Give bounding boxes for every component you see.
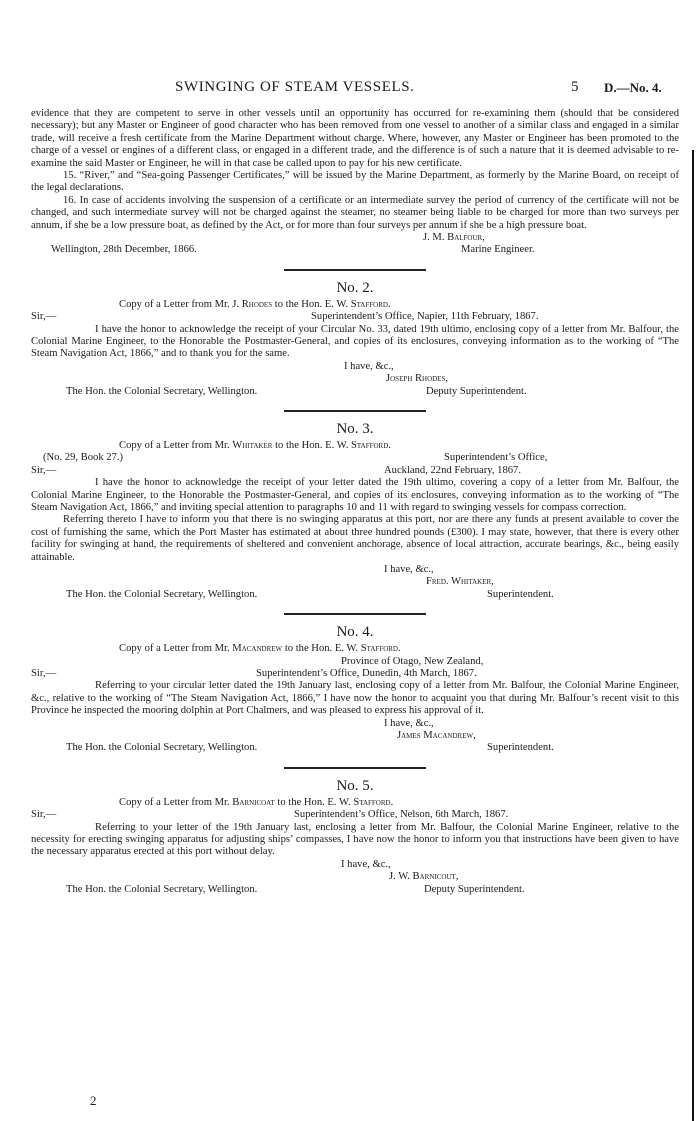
signature: Joseph Rhodes,: [386, 373, 448, 385]
address-line: Superintendent’s Office, Nelson, 6th March, 1867.: [294, 809, 509, 821]
addressee-row: [31, 884, 679, 896]
heading-suffix: to the Hon. E. W.: [284, 643, 359, 655]
letter-body-paragraph: Referring to your letter of the 19th January last, enclosing a letter from Mr. Balfour, the Colonial Marine Engineer, relative to the necessity for erecting swinging apparatus for adjusting ships’ compasses, I have now the honor to inform you that instructions have been given to have the necessary apparatus erected at this port without delay.: [31, 821, 679, 858]
salutation: Sir,—: [31, 311, 57, 323]
running-header: [0, 79, 700, 99]
signature-row: [31, 373, 679, 385]
letter-author: Macandrew: [232, 643, 283, 655]
address-line: Superintendent’s Office,: [444, 452, 548, 464]
addressee: The Hon. the Colonial Secretary, Wellington.: [66, 883, 258, 895]
section-divider: [284, 269, 426, 271]
letter-heading: [31, 797, 679, 809]
salutation: Sir,—: [31, 464, 57, 476]
letter-number: No. 2.: [336, 279, 374, 296]
sheet-signature-mark: 2: [90, 1093, 97, 1108]
letter-recipient: Stafford.: [360, 643, 401, 655]
signature: Fred. Whitaker,: [426, 576, 494, 588]
closing: I have, &c.,: [384, 717, 434, 729]
signer-title: Deputy Superintendent.: [424, 883, 525, 895]
letter-number: No. 5.: [336, 777, 374, 794]
letter-number: No. 4.: [336, 624, 374, 641]
closing: I have, &c.,: [384, 564, 434, 576]
letter-number: No. 3.: [336, 421, 374, 438]
address-line: Auckland, 22nd February, 1867.: [384, 464, 522, 476]
salutation: Sir,—: [31, 668, 57, 680]
place-date-row: [31, 244, 679, 256]
document-reference: D.—No. 4.: [604, 80, 662, 95]
letter-body-paragraph: I have the honor to acknowledge the receipt of your Circular No. 33, dated 19th ultimo, enclosing copy of a letter from Mr. Balfour, the Colonial Marine Engineer, to the Honorable the Postmaster-General, and copies of its enclosures, conveying information as to the working of “The Steam Navigation Act, 1866,” and to thank you for the same.: [31, 323, 679, 360]
heading-prefix: Copy of a Letter from Mr.: [119, 796, 230, 808]
addressee: The Hon. the Colonial Secretary, Wellington.: [66, 742, 258, 754]
letter-no-3: [31, 420, 679, 601]
page-edge-line: [692, 150, 694, 1121]
letter-recipient: Stafford.: [350, 298, 391, 310]
salutation-row: [31, 311, 679, 323]
page-number: 5: [571, 79, 579, 95]
section-divider: [284, 613, 426, 615]
salutation-row: [31, 465, 679, 477]
signature-row: [31, 871, 679, 883]
salutation: Sir,—: [31, 809, 57, 821]
heading-suffix: to the Hon. E. W.: [274, 298, 349, 310]
heading-suffix: to the Hon. E. W.: [275, 440, 349, 452]
address-row: [31, 656, 679, 668]
header-title: SWINGING OF STEAM VESSELS.: [175, 79, 415, 95]
letter-body-paragraph: Referring thereto I have to inform you that there is no swinging apparatus at this port, nor are there any funds at present available to cover the cost of furnishing the same, which the Port Master has estimated at about three hundred pounds (£300). I may state, however, that there is every other facility for swinging at hand, the requirements of sheltered and convenient anchorage, absence of local attraction, accurate bearings, &c., being easily attainable.: [31, 514, 679, 563]
addressee: The Hon. the Colonial Secretary, Wellington.: [66, 588, 258, 600]
paragraph-15: 15. “River,” and “Sea-going Passenger Certificates,” will be issued by the Marine Department, as formerly by the Marine Board, on receipt of the legal declarations.: [31, 170, 679, 194]
salutation-row: [31, 668, 679, 680]
signature-row: [31, 232, 679, 244]
heading-prefix: Copy of a Letter from Mr. J.: [119, 298, 240, 310]
closing-row: [31, 859, 679, 871]
addressee: The Hon. the Colonial Secretary, Wellington.: [66, 385, 258, 397]
letter-body-paragraph: I have the honor to acknowledge the receipt of your letter dated the 19th ultimo, covering a copy of a letter from Mr. Balfour, the Colonial Marine Engineer, to the Honorable the Postmaster-General, and copies of its enclosures, conveying information as to the working of “The Steam Navigation Act, 1866,” and inviting special attention to paragraphs 10 and 11 with regard to swinging vessels for compass correction.: [31, 477, 679, 514]
addressee-row: [31, 589, 679, 601]
letter-no-2: [31, 279, 679, 398]
letter-reference: (No. 29, Book 27.): [43, 452, 124, 464]
letter-author: Whitaker: [232, 440, 273, 452]
letter-heading: [31, 440, 679, 452]
heading-suffix: to the Hon. E. W.: [277, 796, 351, 808]
letter-heading: [31, 643, 679, 655]
continuation-paragraph: evidence that they are competent to serve in other vessels until an opportunity has occurred for re-examining them (should that be considered necessary); but any Master or Engineer of good character who has been removed from one vessel to another of a similar class and engaged in a similar trade, will receive a fresh certificate from the Marine Department without charge. Where, however, any Master or Engineer has been promoted to the charge of a vessel or engines of a different class, or engaged in a different trade, and the difference is of such a nature that it is deemed advisable to re-examine the said Master or Engineer, he will in that case be called upon to pay for his new certificate.: [31, 108, 679, 169]
signer-title: Superintendent.: [487, 742, 554, 754]
signature: J. W. Barnicout,: [389, 871, 459, 883]
signer-title: Superintendent.: [487, 588, 554, 600]
letter-body-paragraph: Referring to your circular letter dated the 19th January last, enclosing copy of a letter from Mr. Balfour, the Colonial Marine Engineer, &c., relative to the working of “The Steam Navigation Act, 1866,” I have now the honor to acquaint you that during Mr. Balfour’s recent visit to this Province he inspected the mooring dolphin at Port Chalmers, and was pleased to express his approval of it.: [31, 680, 679, 717]
paragraph-16: 16. In case of accidents involving the suspension of a certificate or an intermediate survey the period of currency of the certificate will not be changed, and such intermediate survey will not be charged against the steamer, no steamer being liable to be charged for more than two surveys per annum, if she be a low pressure boat, as defined by the Act, or for more than four surveys per annum if she be a high pressure boat.: [31, 194, 679, 231]
letter-recipient: Stafford.: [353, 796, 394, 808]
letter-no-4: [31, 623, 679, 755]
address-line: Superintendent’s Office, Napier, 11th February, 1867.: [311, 311, 539, 323]
letter-author: Barnicoat: [232, 796, 275, 808]
section-divider: [284, 767, 426, 769]
letter-heading: [31, 299, 679, 311]
heading-prefix: Copy of a Letter from Mr.: [119, 643, 230, 655]
document-body: [31, 108, 679, 896]
address-line: Superintendent’s Office, Dunedin, 4th March, 1867.: [256, 668, 477, 680]
addressee-row: [31, 386, 679, 398]
closing: I have, &c.,: [341, 858, 391, 870]
letter-author: Rhodes: [241, 298, 273, 310]
signature: J. M. Balfour,: [423, 232, 485, 244]
salutation-row: [31, 809, 679, 821]
closing-row: [31, 361, 679, 373]
closing: I have, &c.,: [344, 360, 394, 372]
addressee-row: [31, 742, 679, 754]
closing-row: [31, 564, 679, 576]
section-divider: [284, 410, 426, 412]
place-date: Wellington, 28th December, 1866.: [51, 244, 197, 256]
letter-recipient: Stafford.: [351, 440, 391, 452]
signer-title: Deputy Superintendent.: [426, 385, 527, 397]
letter-no-5: [31, 777, 679, 896]
signature: James Macandrew,: [397, 730, 476, 742]
closing-row: [31, 718, 679, 730]
heading-prefix: Copy of a Letter from Mr.: [119, 440, 230, 452]
signer-title: Marine Engineer.: [461, 244, 535, 256]
reference-row: [31, 452, 679, 464]
signature-row: [31, 576, 679, 588]
signature-row: [31, 730, 679, 742]
address-line: Province of Otago, New Zealand,: [341, 655, 484, 667]
